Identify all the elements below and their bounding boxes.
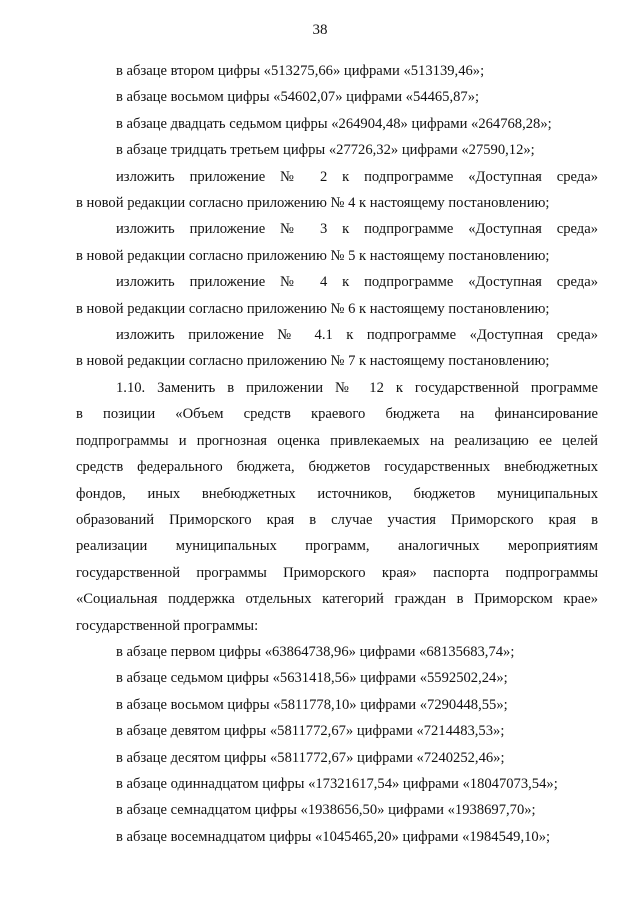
list-item: в абзаце двадцать седьмом цифры «264904,48» цифрами «264768,28»;: [116, 115, 552, 132]
appendix-item: [76, 322, 598, 375]
appendix-item-line: изложить приложение № 4.1 к подпрограмме «Доступная среда»: [116, 327, 598, 344]
list-item: в абзаце десятом цифры «5811772,67» цифрами «7240252,46»;: [116, 749, 505, 766]
appendix-item-line: в новой редакции согласно приложению № 4 к настоящему постановлению;: [76, 195, 550, 212]
appendix-item-line: в новой редакции согласно приложению № 7 к настоящему постановлению;: [76, 353, 550, 370]
list-item: в абзаце девятом цифры «5811772,67» цифрами «7214483,53»;: [116, 723, 505, 740]
paragraph-line: образований Приморского края в случае участия Приморского края в: [76, 511, 598, 528]
appendix-item-line: изложить приложение № 2 к подпрограмме «Доступная среда»: [116, 168, 598, 185]
replacement-list: [76, 639, 598, 850]
list-item: в абзаце восемнадцатом цифры «1045465,20» цифрами «1984549,10»;: [116, 828, 551, 845]
list-item: в абзаце одиннадцатом цифры «17321617,54» цифрами «18047073,54»;: [116, 775, 558, 792]
paragraph-line: «Социальная поддержка отдельных категорий граждан в Приморском крае»: [76, 591, 598, 608]
paragraph-line: подпрограммы и прогнозная оценка привлекаемых на реализацию ее целей: [76, 432, 598, 449]
paragraph-line: реализации муниципальных программ, аналогичных мероприятиям: [76, 538, 598, 555]
paragraph-line: средств федерального бюджета, бюджетов государственных внебюджетных: [76, 459, 598, 476]
list-item: в абзаце втором цифры «513275,66» цифрами «513139,46»;: [116, 63, 485, 79]
list-item: в абзаце седьмом цифры «5631418,56» цифрами «5592502,24»;: [116, 670, 508, 687]
list-item: в абзаце первом цифры «63864738,96» цифрами «68135683,74»;: [116, 643, 515, 660]
paragraph-line: в позиции «Объем средств краевого бюджета на финансирование: [76, 406, 598, 423]
appendix-item: [76, 269, 598, 322]
paragraph-line: 1.10. Заменить в приложении № 12 к государственной программе: [116, 379, 598, 396]
appendix-item-line: в новой редакции согласно приложению № 5 к настоящему постановлению;: [76, 247, 550, 264]
intro-list: [76, 58, 598, 164]
appendix-item: [76, 216, 598, 269]
appendix-item-line: изложить приложение № 4 к подпрограмме «Доступная среда»: [116, 274, 598, 291]
list-item: в абзаце тридцать третьем цифры «27726,32» цифрами «27590,12»;: [116, 142, 535, 159]
appendix-list: [76, 164, 598, 375]
list-item: в абзаце восьмом цифры «54602,07» цифрами «54465,87»;: [116, 89, 480, 106]
paragraph-line: государственной программы Приморского края» паспорта подпрограммы: [76, 564, 598, 581]
page-number: 38: [312, 22, 328, 38]
appendix-item-line: в новой редакции согласно приложению № 6 к настоящему постановлению;: [76, 300, 550, 317]
document-body: [76, 58, 598, 850]
paragraph-line: государственной программы:: [76, 617, 259, 634]
list-item: в абзаце восьмом цифры «5811778,10» цифрами «7290448,55»;: [116, 696, 508, 713]
appendix-item: [76, 164, 598, 217]
list-item: в абзаце семнадцатом цифры «1938656,50» цифрами «1938697,70»;: [116, 802, 536, 819]
section-1-10-paragraph: [76, 375, 598, 639]
paragraph-line: фондов, иных внебюджетных источников, бюджетов муниципальных: [76, 485, 598, 502]
appendix-item-line: изложить приложение № 3 к подпрограмме «Доступная среда»: [116, 221, 598, 238]
